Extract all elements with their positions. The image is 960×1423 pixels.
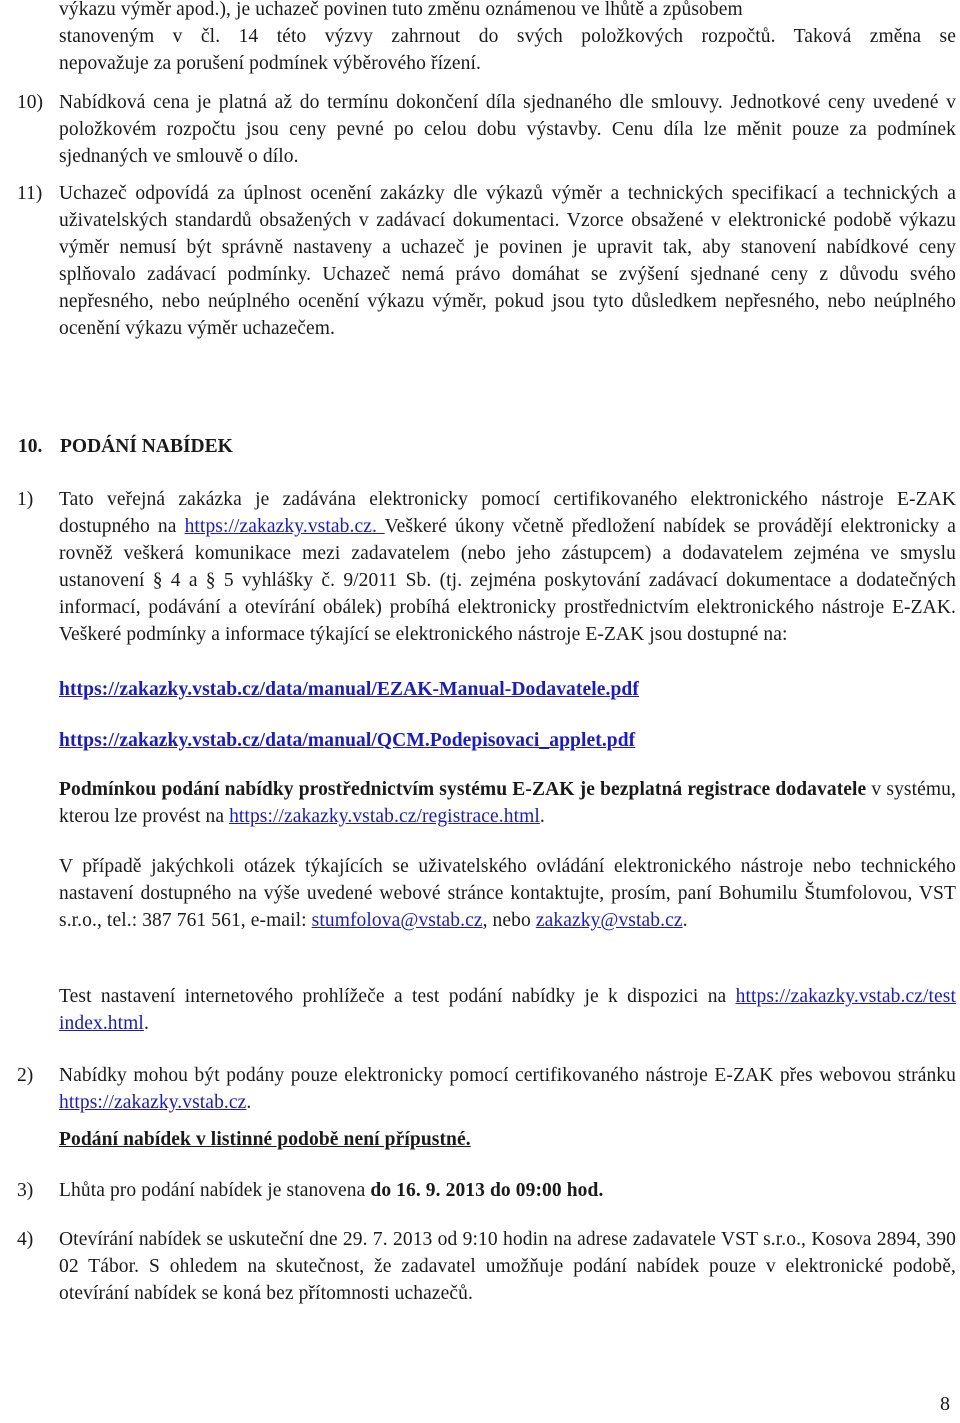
section-title: PODÁNÍ NABÍDEK	[60, 436, 233, 457]
s4-paragraph: Otevírání nabídek se uskuteční dne 29. 7. 2013 od 9:10 hodin na adrese zadavatele VST s.r.o., Kosova 2894, 390 02 Tábor. S ohledem na skutečnost, že zadavatel umožňuje podání nabídek pouze v elektronické podobě, otevírání nabídek se koná bez přítomnosti uchazečů.	[59, 1229, 956, 1304]
item-11-text: Uchazeč odpovídá za úplnost ocenění zakázky dle výkazů výměr a technických specifikací a technických a uživatelských standardů obsažených v zadávací dokumentaci. Vzorce obsažené v elektronické podobě výkazu výměr nemusí být správně nastaveny a uchazeč je povinen je upravit tak, aby stanovení nabídkové ceny splňovalo zadávací podmínky. Uchazeč nemá právo domáhat se zvýšení sjednané ceny z důvodu svého nepřesného, nebo neúplného ocenění výkazu výměr, pokud jsou tyto důsledkem nepřesného, nebo neúplného ocenění výkazu výměr uchazečem.	[59, 183, 956, 339]
qcm-link-line	[59, 727, 956, 754]
s3-paragraph: Lhůta pro podání nabídek je stanovena do 16. 9. 2013 do 09:00 hod.	[59, 1180, 604, 1201]
top-continuation-line2: stanoveným v čl. 14 této výzvy zahrnout do svých položkových rozpočtů. Taková změna se	[59, 26, 956, 47]
qcm-link[interactable]: https://zakazky.vstab.cz/data/manual/QCM.Podepisovaci_applet.pdf	[59, 730, 636, 751]
item-10-number: 10)	[17, 92, 43, 113]
top-continuation-line3: nepovažuje za porušení podmínek výběrového řízení.	[59, 53, 481, 74]
s4-number: 4)	[17, 1229, 34, 1250]
s2-paragraph: Nabídky mohou být podány pouze elektronicky pomocí certifikovaného nástroje E-ZAK přes webovou stránku https://zakazky.vstab.cz.	[59, 1065, 956, 1113]
s3-number: 3)	[17, 1180, 34, 1201]
top-continuation-line1: výkazu výměr apod.), je uchazeč povinen tuto změnu oznámenou ve lhůtě a způsobem	[59, 0, 743, 20]
contact-paragraph: V případě jakýchkoli otázek týkajících se uživatelského ovládání elektronického nástroje nebo technického nastavení dostupného na výše uvedené webové stránce kontaktujte, prosím, paní Bohumilu Štumfolovou, VST s.r.o., tel.: 387 761 561, e-mail: stumfolova@vstab.cz, nebo zakazky@vstab.cz.	[59, 856, 956, 931]
email-zakazky-link[interactable]: zakazky@vstab.cz	[535, 910, 683, 931]
registration-link[interactable]: https://zakazky.vstab.cz/registrace.html	[229, 806, 540, 827]
page-number: 8	[940, 1393, 950, 1415]
section-number: 10.	[18, 436, 43, 457]
s1-number: 1)	[17, 489, 34, 510]
s3-deadline: do 16. 9. 2013 do 09:00 hod.	[370, 1180, 604, 1201]
registration-bold: Podmínkou podání nabídky prostřednictvím systému E-ZAK je bezplatná registrace dodavatele	[59, 779, 867, 800]
s2-number: 2)	[17, 1065, 34, 1086]
item-10-text: Nabídková cena je platná až do termínu dokončení díla sjednaného dle smlouvy. Jednotkové ceny uvedené v položkovém rozpočtu jsou ceny pevné po celou dobu výstavby. Cenu díla lze měnit pouze za podmínek sjednaných ve smlouvě o dílo.	[59, 92, 956, 167]
test-paragraph: Test nastavení internetového prohlížeče a test podání nabídky je k dispozici na https://zakazky.vstab.cz/test index.html.	[59, 986, 956, 1034]
email-stumfolova-link[interactable]: stumfolova@vstab.cz	[311, 910, 483, 931]
registration-paragraph: Podmínkou podání nabídky prostřednictvím systému E-ZAK je bezplatná registrace dodavatele v systému, kterou lze provést na https://zakazky.vstab.cz/registrace.html.	[59, 779, 956, 827]
s1-paragraph: Tato veřejná zakázka je zadávána elektronicky pomocí certifikovaného elektronického nástroje E-ZAK dostupného na https://zakazky.vstab.cz. Veškeré úkony včetně předložení nabídek se provádějí elektronicky a rovněž veškerá komunikace mezi zadavatelem (nebo jeho zástupcem) a dodavatelem zejména ve smyslu ustanovení § 4 a § 5 vyhlášky č. 9/2011 Sb. (tj. zejména poskytování zadávací dokumentace a dodatečných informací, podávání a otevírání obálek) probíhá elektronicky prostřednictvím elektronického nástroje E-ZAK. Veškeré podmínky a informace týkající se elektronického nástroje E-ZAK jsou dostupné na:	[59, 489, 957, 645]
ezak-link[interactable]: https://zakazky.vstab.cz.	[184, 516, 385, 537]
s2-link[interactable]: https://zakazky.vstab.cz	[59, 1092, 247, 1113]
item-11-number: 11)	[17, 183, 43, 204]
manual-link[interactable]: https://zakazky.vstab.cz/data/manual/EZAK-Manual-Dodavatele.pdf	[59, 679, 639, 700]
manual-link-line	[59, 676, 956, 703]
section-heading	[18, 433, 233, 460]
test-link[interactable]: https://zakazky.vstab.cz/test index.html	[59, 986, 956, 1034]
s2-note: Podání nabídek v listinné podobě není přípustné.	[59, 1129, 471, 1150]
